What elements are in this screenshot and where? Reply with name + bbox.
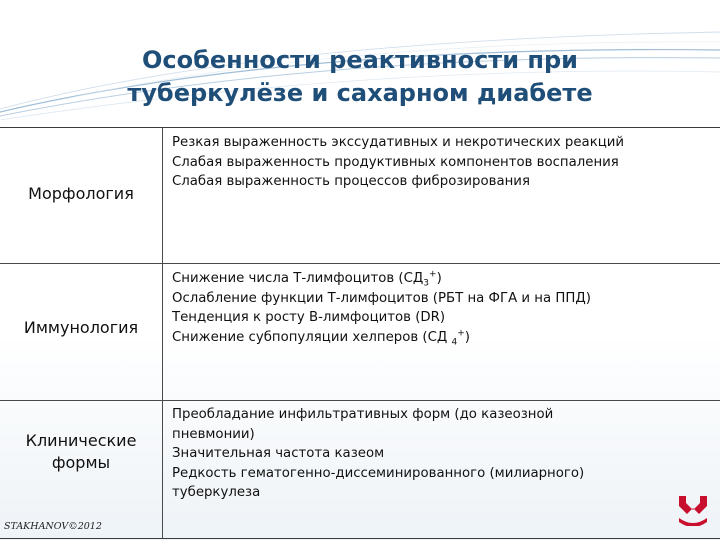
comparison-table xyxy=(0,127,720,539)
row-content-morphology xyxy=(172,133,712,192)
list-item: Снижение числа Т-лимфоцитов $(СД_3^+)$ xyxy=(172,269,442,289)
row-label-line: Клинические xyxy=(25,431,137,450)
list-item: Слабая выраженность процессов фиброзирования xyxy=(172,174,530,190)
list-item: Тенденция к росту В-лимфоцитов (DR) xyxy=(172,310,446,326)
list-item: Резкая выраженность экссудативных и некротических реакций xyxy=(172,135,625,150)
table-row-morphology xyxy=(0,128,720,264)
list-item: Редкость гематогенно-диссеминированного (милиарного) xyxy=(172,465,585,481)
slide-title xyxy=(0,44,720,110)
row-content-clinical-forms xyxy=(172,405,712,503)
list-item: туберкулеза xyxy=(172,485,261,501)
list-item: Значительная частота казеом xyxy=(172,446,385,462)
title-line-2: туберкулёзе и сахарном диабете xyxy=(127,79,593,107)
table-row-clinical-forms xyxy=(0,400,720,538)
table-row-immunology xyxy=(0,263,720,401)
title-line-1: Особенности реактивности при xyxy=(142,46,578,74)
row-label-line: формы xyxy=(51,453,111,472)
list-item: Снижение субпопуляции хелперов (СД $_4$+) xyxy=(172,328,470,348)
author-credit: STAKHANOV©2012 xyxy=(4,521,102,532)
list-item: Ослабление функции Т-лимфоцитов (РБТ на ФГА и на ППД) xyxy=(172,290,591,306)
row-content-immunology xyxy=(172,269,712,347)
list-item: Преобладание инфильтративных форм (до казеозной xyxy=(172,407,554,422)
row-label-immunology: Иммунология xyxy=(23,318,139,337)
row-label-clinical-forms xyxy=(0,430,162,474)
medical-university-logo-icon xyxy=(676,492,710,526)
list-item: пневмонии) xyxy=(172,426,255,442)
row-label-morphology: Морфология xyxy=(28,184,134,203)
list-item: Слабая выраженность продуктивных компонентов воспаления xyxy=(172,154,619,170)
